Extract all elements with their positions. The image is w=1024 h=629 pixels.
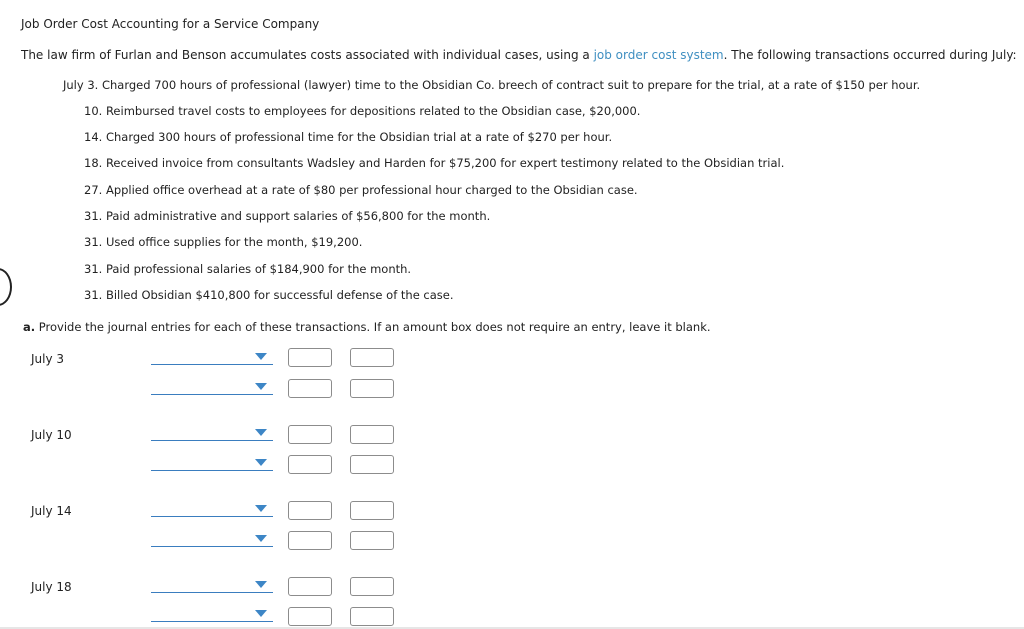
transaction-july-31-supplies — [84, 235, 362, 249]
question-letter: a. — [23, 320, 36, 334]
chevron-down-icon[interactable] — [255, 429, 267, 436]
account-dropdown[interactable] — [151, 426, 273, 441]
transaction-july-31-billing — [84, 288, 454, 302]
account-dropdown[interactable] — [151, 456, 273, 471]
transaction-july-31-professional-salaries — [84, 262, 411, 276]
journal-date: July 14 — [31, 504, 72, 518]
intro-text-after: . The following transactions occurred during July: — [723, 48, 1017, 62]
transaction-day: 10. — [84, 104, 103, 118]
transaction-day: 31. — [84, 288, 103, 302]
account-dropdown[interactable] — [151, 350, 273, 365]
transaction-day: July 3. — [63, 78, 99, 92]
transaction-day: 27. — [84, 183, 103, 197]
debit-input[interactable] — [288, 455, 332, 474]
transaction-july-10 — [84, 104, 640, 118]
question-a — [23, 320, 711, 334]
account-dropdown[interactable] — [151, 380, 273, 395]
transaction-day: 18. — [84, 156, 103, 170]
chevron-down-icon[interactable] — [255, 353, 267, 360]
intro-text-before: The law firm of Furlan and Benson accumulates costs associated with individual cases, using a — [21, 48, 594, 62]
transaction-july-3 — [63, 78, 920, 92]
chevron-down-icon[interactable] — [255, 581, 267, 588]
transaction-text: Paid administrative and support salaries of $56,800 for the month. — [105, 209, 491, 223]
transaction-day: 31. — [84, 235, 103, 249]
chevron-down-icon[interactable] — [255, 383, 267, 390]
debit-input[interactable] — [288, 577, 332, 596]
chevron-down-icon[interactable] — [255, 505, 267, 512]
transaction-text: Paid professional salaries of $184,900 for the month. — [105, 262, 412, 276]
transaction-july-27 — [84, 183, 638, 197]
problem-intro — [21, 48, 1017, 62]
account-dropdown[interactable] — [151, 578, 273, 593]
transaction-day: 31. — [84, 262, 103, 276]
debit-input[interactable] — [288, 379, 332, 398]
debit-input[interactable] — [288, 348, 332, 367]
transaction-july-31-admin-salaries — [84, 209, 490, 223]
transaction-text: Applied office overhead at a rate of $80 per professional hour charged to the Obsidian case. — [105, 183, 638, 197]
account-dropdown[interactable] — [151, 502, 273, 517]
transaction-day: 14. — [84, 130, 103, 144]
page-title: Job Order Cost Accounting for a Service Company — [21, 17, 320, 31]
transaction-july-18 — [84, 156, 784, 170]
journal-date: July 3 — [31, 352, 65, 366]
account-dropdown[interactable] — [151, 607, 273, 622]
credit-input[interactable] — [350, 501, 394, 520]
credit-input[interactable] — [350, 455, 394, 474]
journal-date: July 10 — [31, 428, 72, 442]
transaction-text: Reimbursed travel costs to employees for depositions related to the Obsidian case, $20,000. — [105, 104, 641, 118]
transaction-text: Charged 700 hours of professional (lawyer) time to the Obsidian Co. breech of contract suit to prepare for the trial, at a rate of $150 per hour. — [101, 78, 921, 92]
debit-input[interactable] — [288, 425, 332, 444]
transaction-day: 31. — [84, 209, 103, 223]
debit-input[interactable] — [288, 607, 332, 626]
chevron-down-icon[interactable] — [255, 610, 267, 617]
credit-input[interactable] — [350, 379, 394, 398]
journal-date: July 18 — [31, 580, 72, 594]
transaction-text: Received invoice from consultants Wadsley and Harden for $75,200 for expert testimony related to the Obsidian trial. — [105, 156, 785, 170]
transaction-text: Used office supplies for the month, $19,200. — [105, 235, 363, 249]
job-order-cost-system-link[interactable]: job order cost system — [593, 48, 724, 62]
transaction-july-14 — [84, 130, 612, 144]
credit-input[interactable] — [350, 348, 394, 367]
credit-input[interactable] — [350, 607, 394, 626]
question-text: Provide the journal entries for each of these transactions. If an amount box does not require an entry, leave it blank. — [35, 320, 711, 334]
credit-input[interactable] — [350, 577, 394, 596]
chevron-down-icon[interactable] — [255, 535, 267, 542]
chevron-down-icon[interactable] — [255, 459, 267, 466]
debit-input[interactable] — [288, 531, 332, 550]
credit-input[interactable] — [350, 531, 394, 550]
account-dropdown[interactable] — [151, 532, 273, 547]
debit-input[interactable] — [288, 501, 332, 520]
transaction-text: Charged 300 hours of professional time for the Obsidian trial at a rate of $270 per hour. — [105, 130, 613, 144]
scroll-edge-arc — [0, 268, 12, 306]
credit-input[interactable] — [350, 425, 394, 444]
transaction-text: Billed Obsidian $410,800 for successful defense of the case. — [105, 288, 454, 302]
